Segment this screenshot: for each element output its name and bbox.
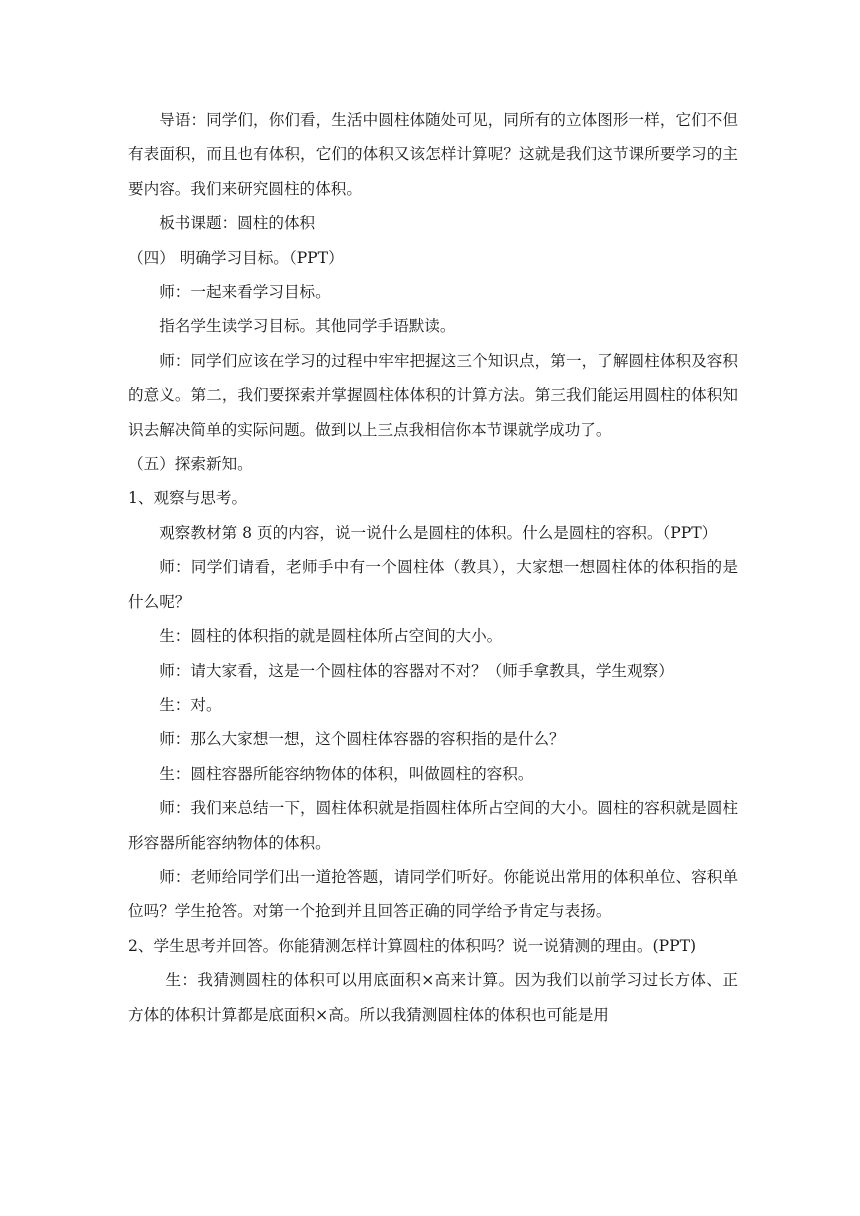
paragraph-teacher: 师：那么大家想一想，这个圆柱体容器的容积指的是什么？ bbox=[159, 730, 565, 749]
section-heading-4: （四） 明确学习目标。（PPT） bbox=[128, 248, 344, 267]
paragraph-teacher: 师：同学们请看，老师手中有一个圆柱体（教具），大家想一想圆柱体的体积指的是什么呢？ bbox=[128, 558, 738, 611]
document-body bbox=[128, 103, 738, 1032]
paragraph-teacher: 师：我们来总结一下，圆柱体积就是指圆柱体所占空间的大小。圆柱的容积就是圆柱形容器所能容纳物体的体积。 bbox=[128, 799, 738, 852]
paragraph-teacher: 师：一起来看学习目标。 bbox=[159, 283, 331, 302]
paragraph-student: 生：对。 bbox=[159, 695, 222, 714]
paragraph-student: 生：我猜测圆柱的体积可以用底面积×高来计算。因为我们以前学习过长方体、正方体的体积计算都是底面积×高。所以我猜测圆柱体的体积也可能是用 bbox=[128, 971, 738, 1024]
paragraph: 指名学生读学习目标。其他同学手语默读。 bbox=[159, 317, 456, 336]
paragraph-student: 生：圆柱的体积指的就是圆柱体所占空间的大小。 bbox=[159, 627, 503, 646]
paragraph-board-title: 板书课题：圆柱的体积 bbox=[159, 214, 316, 233]
subsection-heading-2: 2、学生思考并回答。你能猜测怎样计算圆柱的体积吗？说一说猜测的理由。(PPT) bbox=[128, 936, 697, 955]
paragraph-intro: 导语：同学们，你们看，生活中圆柱体随处可见，同所有的立体图形一样，它们不但有表面积，而且也有体积，它们的体积又该怎样计算呢？这就是我们这节课所要学习的主要内容。我们来研究圆柱的体积。 bbox=[128, 111, 738, 198]
paragraph-teacher: 师：请大家看，这是一个圆柱体的容器对不对？（师手拿教具，学生观察） bbox=[159, 661, 674, 680]
paragraph-teacher: 师：同学们应该在学习的过程中牢牢把握这三个知识点，第一，了解圆柱体积及容积的意义。第二，我们要探索并掌握圆柱体体积的计算方法。第三我们能运用圆柱的体积知识去解决简单的实际问题。做到以上三点我相信你本节课就学成功了。 bbox=[128, 351, 738, 439]
paragraph: 观察教材第 8 页的内容，说一说什么是圆柱的体积。什么是圆柱的容积。（PPT） bbox=[159, 523, 718, 542]
section-heading-5: （五）探索新知。 bbox=[128, 455, 253, 474]
paragraph-student: 生：圆柱容器所能容纳物体的体积，叫做圆柱的容积。 bbox=[159, 764, 534, 783]
paragraph-teacher: 师：老师给同学们出一道抢答题，请同学们听好。你能说出常用的体积单位、容积单位吗？学生抢答。对第一个抢到并且回答正确的同学给予肯定与表扬。 bbox=[128, 867, 738, 921]
subsection-heading-1: 1、观察与思考。 bbox=[128, 489, 248, 508]
